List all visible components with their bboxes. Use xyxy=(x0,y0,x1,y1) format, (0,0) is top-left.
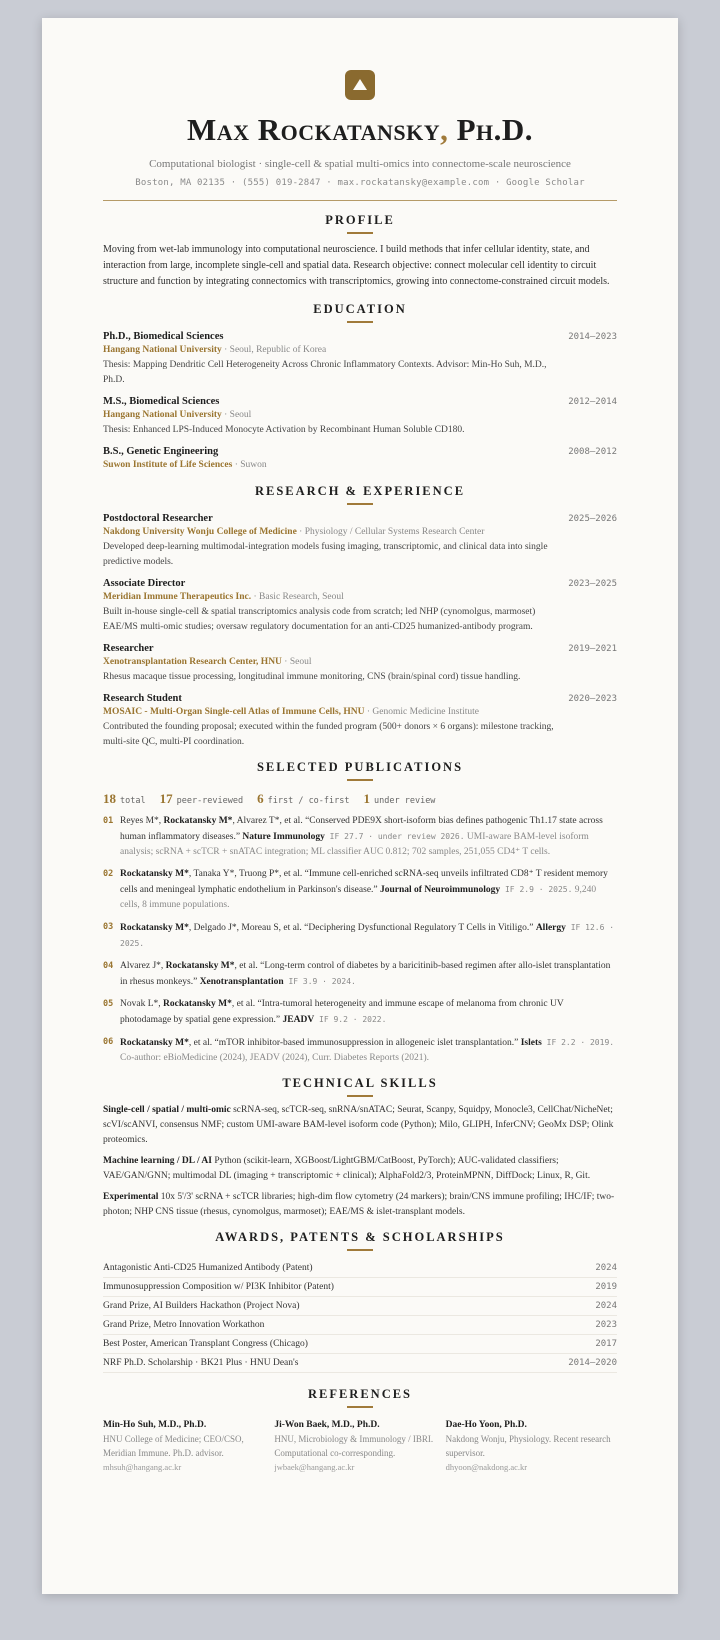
institution-location: · Seoul, Republic of Korea xyxy=(221,345,327,355)
organization-name: Xenotransplantation Research Center, HNU xyxy=(103,657,282,667)
section-underline xyxy=(347,321,373,323)
organization-detail: · Basic Research, Seoul xyxy=(251,592,344,602)
date-range: 2020–2023 xyxy=(568,694,617,704)
experience-list xyxy=(103,513,617,750)
organization-detail: · Genomic Medicine Institute xyxy=(364,707,480,717)
contact-line: Boston, MA 02135 · (555) 019-2847 · max.rockatansky@example.com · Google Scholar xyxy=(135,178,585,188)
institution-name: Suwon Institute of Life Sciences xyxy=(103,460,233,470)
degree-title: B.S., Genetic Engineering xyxy=(103,446,219,457)
header-divider xyxy=(103,200,617,201)
citation-note: UMI-aware BAM-level isoform analysis; scRNA + scTCR + snATAC integration; ML classifier AUC 0.812; 702 samples, 251,055 CD4⁺ T cells. xyxy=(120,832,589,857)
institution-location: · Suwon xyxy=(232,460,267,470)
award-row xyxy=(103,1278,617,1297)
entry-description: Built in-house single-cell & spatial transcriptomics analysis code from scratch; led NHP (cynomolgus, marmoset) EAE/MS multi-omic studies; oversaw regulatory documentation for an anti-CD25 humanized-antibody program. xyxy=(103,607,536,632)
reference-description: HNU, Microbiology & Immunology / IBRI. Computational co-corresponding. xyxy=(274,1434,434,1458)
reference-card xyxy=(446,1418,617,1474)
entry-header xyxy=(103,643,617,654)
education-heading: EDUCATION xyxy=(313,302,407,316)
award-year: 2024 xyxy=(595,1263,617,1273)
date-range: 2012–2014 xyxy=(568,397,617,407)
citation-title: , et al. “Intra-tumoral heterogeneity and immune escape of melanoma from chronic UV photodamage by spatial gene expression.” xyxy=(120,999,564,1025)
section-underline xyxy=(347,232,373,234)
publication-citation xyxy=(120,997,617,1028)
citation-impact: IF 2.2 · 2019. xyxy=(541,1038,615,1047)
stat-label: first / co-first xyxy=(267,796,350,806)
award-name: Antagonistic Anti-CD25 Humanized Antibody (Patent) xyxy=(103,1263,313,1273)
section-underline xyxy=(347,1406,373,1408)
publication-citation xyxy=(120,1035,617,1066)
publication-number: 04 xyxy=(103,961,114,971)
citation-self-author: Rockatansky M* xyxy=(163,999,232,1009)
citation-impact: IF 27.7 · under review 2026. xyxy=(324,832,465,841)
entry-description: Developed deep-learning multimodal-integration models fusing imaging, transcriptomic, and clinical data into single predictive models. xyxy=(103,542,548,567)
institution-name: Hangang National University xyxy=(103,410,222,420)
organization-name: Meridian Immune Therapeutics Inc. xyxy=(103,592,252,602)
degree-title: M.S., Biomedical Sciences xyxy=(103,396,220,407)
references-list xyxy=(103,1418,617,1474)
award-year: 2017 xyxy=(595,1339,617,1349)
experience-entry xyxy=(103,693,617,750)
stat-count: 6 xyxy=(257,791,264,806)
organization-name: Nakdong University Wonju College of Medicine xyxy=(103,527,297,537)
role-title: Research Student xyxy=(103,693,182,704)
publication-citation xyxy=(120,959,617,990)
section-underline xyxy=(347,1095,373,1097)
experience-heading: RESEARCH & EXPERIENCE xyxy=(254,484,466,498)
citation-journal: Nature Immunology xyxy=(242,832,325,842)
institution-line xyxy=(103,345,617,355)
publication-citation xyxy=(120,814,617,860)
reference-name: Dae-Ho Yoon, Ph.D. xyxy=(445,1420,527,1430)
citation-self-author: Rockatansky M* xyxy=(165,961,235,971)
citation-title: , Tanaka Y*, Truong P*, et al. “Immune cell-enriched scRNA-seq unveils infiltrated CD8⁺ T resident memory cells and meningeal lymphatic endothelium in Parkinson's disease.” xyxy=(120,869,608,895)
publication-number: 01 xyxy=(103,816,114,826)
award-year: 2023 xyxy=(595,1320,617,1330)
entry-description: Thesis: Mapping Dendritic Cell Heterogeneity Across Chronic Inflammatory Contexts. Advisor: Min-Ho Suh, M.D., Ph.D. xyxy=(103,360,547,385)
citation-journal: Journal of Neuroimmunology xyxy=(380,885,501,895)
skill-label: Single-cell / spatial / multi-omic xyxy=(103,1105,231,1115)
name-comma: , xyxy=(440,112,449,147)
institution-location: · Seoul xyxy=(221,410,252,420)
award-name: NRF Ph.D. Scholarship · BK21 Plus · HNU Dean's xyxy=(103,1358,299,1368)
profile-heading: PROFILE xyxy=(325,213,395,227)
profile-text: Moving from wet-lab immunology into computational neuroscience. I build methods that infer cellular identity, state, and interaction from large, incomplete single-cell and spatial data. Research objective: connect molecular cell identity to circuit structure and function by integrating connectomics with transcriptomics, growing into connectome-constrained circuit models. xyxy=(103,244,610,287)
skill-group xyxy=(103,1103,617,1148)
award-year: 2024 xyxy=(595,1301,617,1311)
citation-title: , Alvarez T*, et al. “Conserved PDE9X short-isoform bias defines pathogenic Th1.17 state across human inflammatory diseases.” xyxy=(120,816,603,842)
institution-line xyxy=(103,460,617,470)
citation-title: , et al. “mTOR inhibitor-based immunosuppression in allogeneic islet transplantation.” xyxy=(188,1038,521,1048)
date-range: 2023–2025 xyxy=(568,579,617,589)
organization-detail: · Seoul xyxy=(281,657,312,667)
publication-item xyxy=(103,814,617,860)
stat-label: total xyxy=(120,796,146,806)
citation-self-author: Rockatansky M* xyxy=(120,869,189,879)
reference-email: jwbaek@hangang.ac.kr xyxy=(274,1462,355,1472)
citation-journal: Xenotransplantation xyxy=(199,977,284,987)
reference-email: mhsuh@hangang.ac.kr xyxy=(103,1462,182,1472)
publication-item xyxy=(103,997,617,1028)
organization-detail: · Physiology / Cellular Systems Research Center xyxy=(296,527,485,537)
institution-line xyxy=(103,410,617,420)
stat-label: under review xyxy=(374,796,436,806)
publication-number: 06 xyxy=(103,1037,114,1047)
award-row xyxy=(103,1335,617,1354)
entry-description: Thesis: Enhanced LPS-Induced Monocyte Activation by Recombinant Human Soluble CD180. xyxy=(103,425,465,435)
stat-count: 17 xyxy=(159,791,173,806)
citation-journal: Allergy xyxy=(535,923,566,933)
organization-line xyxy=(103,657,617,667)
section-underline xyxy=(347,503,373,505)
citation-impact: IF 9.2 · 2022. xyxy=(314,1015,387,1024)
education-entry xyxy=(103,331,617,388)
award-name: Best Poster, American Transplant Congress (Chicago) xyxy=(103,1339,308,1349)
date-range: 2014–2023 xyxy=(568,332,617,342)
citation-authors-before: Reyes M*, xyxy=(120,816,164,826)
reference-email: dhyoon@nakdong.ac.kr xyxy=(445,1462,528,1472)
citation-journal: JEADV xyxy=(282,1015,315,1025)
skill-text: Python (scikit-learn, XGBoost/LightGBM/CatBoost, PyTorch); AUC-validated classifiers; VAE/GAN/GNN; multimodal DL (imaging + transcriptomic + clinical); AlphaFold2/3, ProteinMPNN, DiffDock; Linux, R, Git. xyxy=(103,1156,591,1181)
skill-label: Experimental xyxy=(103,1192,159,1202)
skill-text: 10x 5'/3' scRNA + scTCR libraries; high-dim flow cytometry (24 markers); brain/CNS immune profiling; IHC/IF; two-photon; NHP CNS tissue (rhesus, cynomolgus, marmoset); EAE/MS & islet-transplant models. xyxy=(103,1192,615,1217)
experience-entry xyxy=(103,643,617,685)
experience-entry xyxy=(103,578,617,635)
awards-list xyxy=(103,1259,617,1373)
role-title: Researcher xyxy=(103,643,154,654)
organization-line xyxy=(103,527,617,537)
stat-label: peer-reviewed xyxy=(176,796,244,806)
citation-journal: Islets xyxy=(520,1038,542,1048)
award-row xyxy=(103,1354,617,1373)
reference-name: Ji-Won Baek, M.D., Ph.D. xyxy=(274,1420,380,1430)
citation-self-author: Rockatansky M* xyxy=(120,923,189,933)
award-name: Immunosuppression Composition w/ PI3K Inhibitor (Patent) xyxy=(103,1282,334,1292)
citation-authors-before: Alvarez J*, xyxy=(120,961,166,971)
experience-entry xyxy=(103,513,617,570)
publication-stats xyxy=(103,791,617,807)
education-list xyxy=(103,331,617,470)
mountain-icon xyxy=(345,70,375,100)
award-row xyxy=(103,1297,617,1316)
publication-citation xyxy=(120,920,617,952)
organization-name: MOSAIC - Multi-Organ Single-cell Atlas of Immune Cells, HNU xyxy=(103,707,365,717)
education-entry xyxy=(103,446,617,470)
citation-self-author: Rockatansky M* xyxy=(120,1038,189,1048)
award-row xyxy=(103,1259,617,1278)
entry-description: Rhesus macaque tissue processing, longitudinal immune monitoring, CNS (brain/spinal cord) tissue handling. xyxy=(103,672,521,682)
page-title xyxy=(103,110,617,150)
institution-name: Hangang National University xyxy=(103,345,222,355)
skills-heading: TECHNICAL SKILLS xyxy=(282,1076,438,1090)
date-range: 2025–2026 xyxy=(568,514,617,524)
entry-header xyxy=(103,331,617,342)
role-title: Associate Director xyxy=(103,578,186,589)
entry-header xyxy=(103,578,617,589)
skill-group xyxy=(103,1154,617,1184)
award-row xyxy=(103,1316,617,1335)
reference-description: Nakdong Wonju, Physiology. Recent research supervisor. xyxy=(445,1434,611,1458)
date-range: 2019–2021 xyxy=(568,644,617,654)
award-year: 2014–2020 xyxy=(568,1358,617,1368)
entry-description: Contributed the founding proposal; executed within the funded program (500+ donors × 6 organs): milestone tracking, multi-site QC, multi-PI coordination. xyxy=(103,722,554,747)
education-entry xyxy=(103,396,617,438)
citation-impact: IF 12.6 · 2025. xyxy=(120,923,615,948)
resume-page xyxy=(42,18,678,1594)
organization-line xyxy=(103,707,617,717)
name-text: Max Rockatansky xyxy=(186,112,441,147)
entry-header xyxy=(103,513,617,524)
publication-item xyxy=(103,867,617,913)
stat-count: 18 xyxy=(103,791,116,806)
reference-description: HNU College of Medicine; CEO/CSO, Meridian Immune. Ph.D. advisor. xyxy=(103,1434,244,1458)
citation-authors-before: Novak L*, xyxy=(120,999,164,1009)
award-name: Grand Prize, AI Builders Hackathon (Project Nova) xyxy=(103,1301,300,1311)
publication-number: 02 xyxy=(103,869,114,879)
citation-title: , et al. “Long-term control of diabetes by a baricitinib-based regimen after allo-islet transplantation in rhesus monkeys.” xyxy=(120,961,611,987)
tagline: Computational biologist · single-cell & spatial multi-omics into connectome-scale neuroscience xyxy=(149,158,571,170)
degree-text: Ph.D. xyxy=(448,112,534,147)
entry-header xyxy=(103,693,617,704)
citation-impact: IF 3.9 · 2024. xyxy=(283,977,356,986)
citation-self-author: Rockatansky M* xyxy=(163,816,233,826)
skill-text: scRNA-seq, scTCR-seq, snRNA/snATAC; Seurat, Scanpy, Squidpy, Monocle3, CellChat/NicheNet; scVI/scANVI, consensus NMF; custom UMI-aware BAM-level isoform code (Python); Milo, GLIPH, InferCNV; GeoMx DSP; Olink proteomics. xyxy=(103,1105,614,1145)
publication-list xyxy=(103,814,617,1066)
reference-card xyxy=(274,1418,445,1474)
section-underline xyxy=(347,1249,373,1251)
awards-heading: AWARDS, PATENTS & SCHOLARSHIPS xyxy=(215,1230,505,1244)
reference-card xyxy=(103,1418,274,1474)
publication-item xyxy=(103,920,617,952)
award-year: 2019 xyxy=(595,1282,617,1292)
section-underline xyxy=(347,779,373,781)
skill-label: Machine learning / DL / AI xyxy=(103,1156,212,1166)
citation-note: Co-author: eBioMedicine (2024), JEADV (2024), Curr. Diabetes Reports (2021). xyxy=(120,1053,430,1063)
reference-name: Min-Ho Suh, M.D., Ph.D. xyxy=(103,1420,207,1430)
entry-header xyxy=(103,446,617,457)
publications-heading: SELECTED PUBLICATIONS xyxy=(256,760,464,774)
publication-number: 05 xyxy=(103,999,114,1009)
stat-count: 1 xyxy=(363,791,371,806)
entry-header xyxy=(103,396,617,407)
degree-title: Ph.D., Biomedical Sciences xyxy=(103,331,224,342)
skill-group xyxy=(103,1190,617,1220)
award-name: Grand Prize, Metro Innovation Workathon xyxy=(103,1320,265,1330)
organization-line xyxy=(103,592,617,602)
publication-number: 03 xyxy=(103,922,114,932)
references-heading: REFERENCES xyxy=(307,1387,413,1401)
citation-note: 9,240 cells, 8 immune populations. xyxy=(120,885,597,910)
publication-item xyxy=(103,1035,617,1066)
publication-item xyxy=(103,959,617,990)
publication-citation xyxy=(120,867,617,913)
citation-impact: IF 2.9 · 2025. xyxy=(500,885,573,894)
date-range: 2008–2012 xyxy=(568,447,617,457)
skills-list xyxy=(103,1103,617,1220)
citation-title: , Delgado J*, Moreau S, et al. “Deciphering Dysfunctional Regulatory T Cells in Vitiligo.” xyxy=(188,923,536,933)
role-title: Postdoctoral Researcher xyxy=(103,513,213,524)
